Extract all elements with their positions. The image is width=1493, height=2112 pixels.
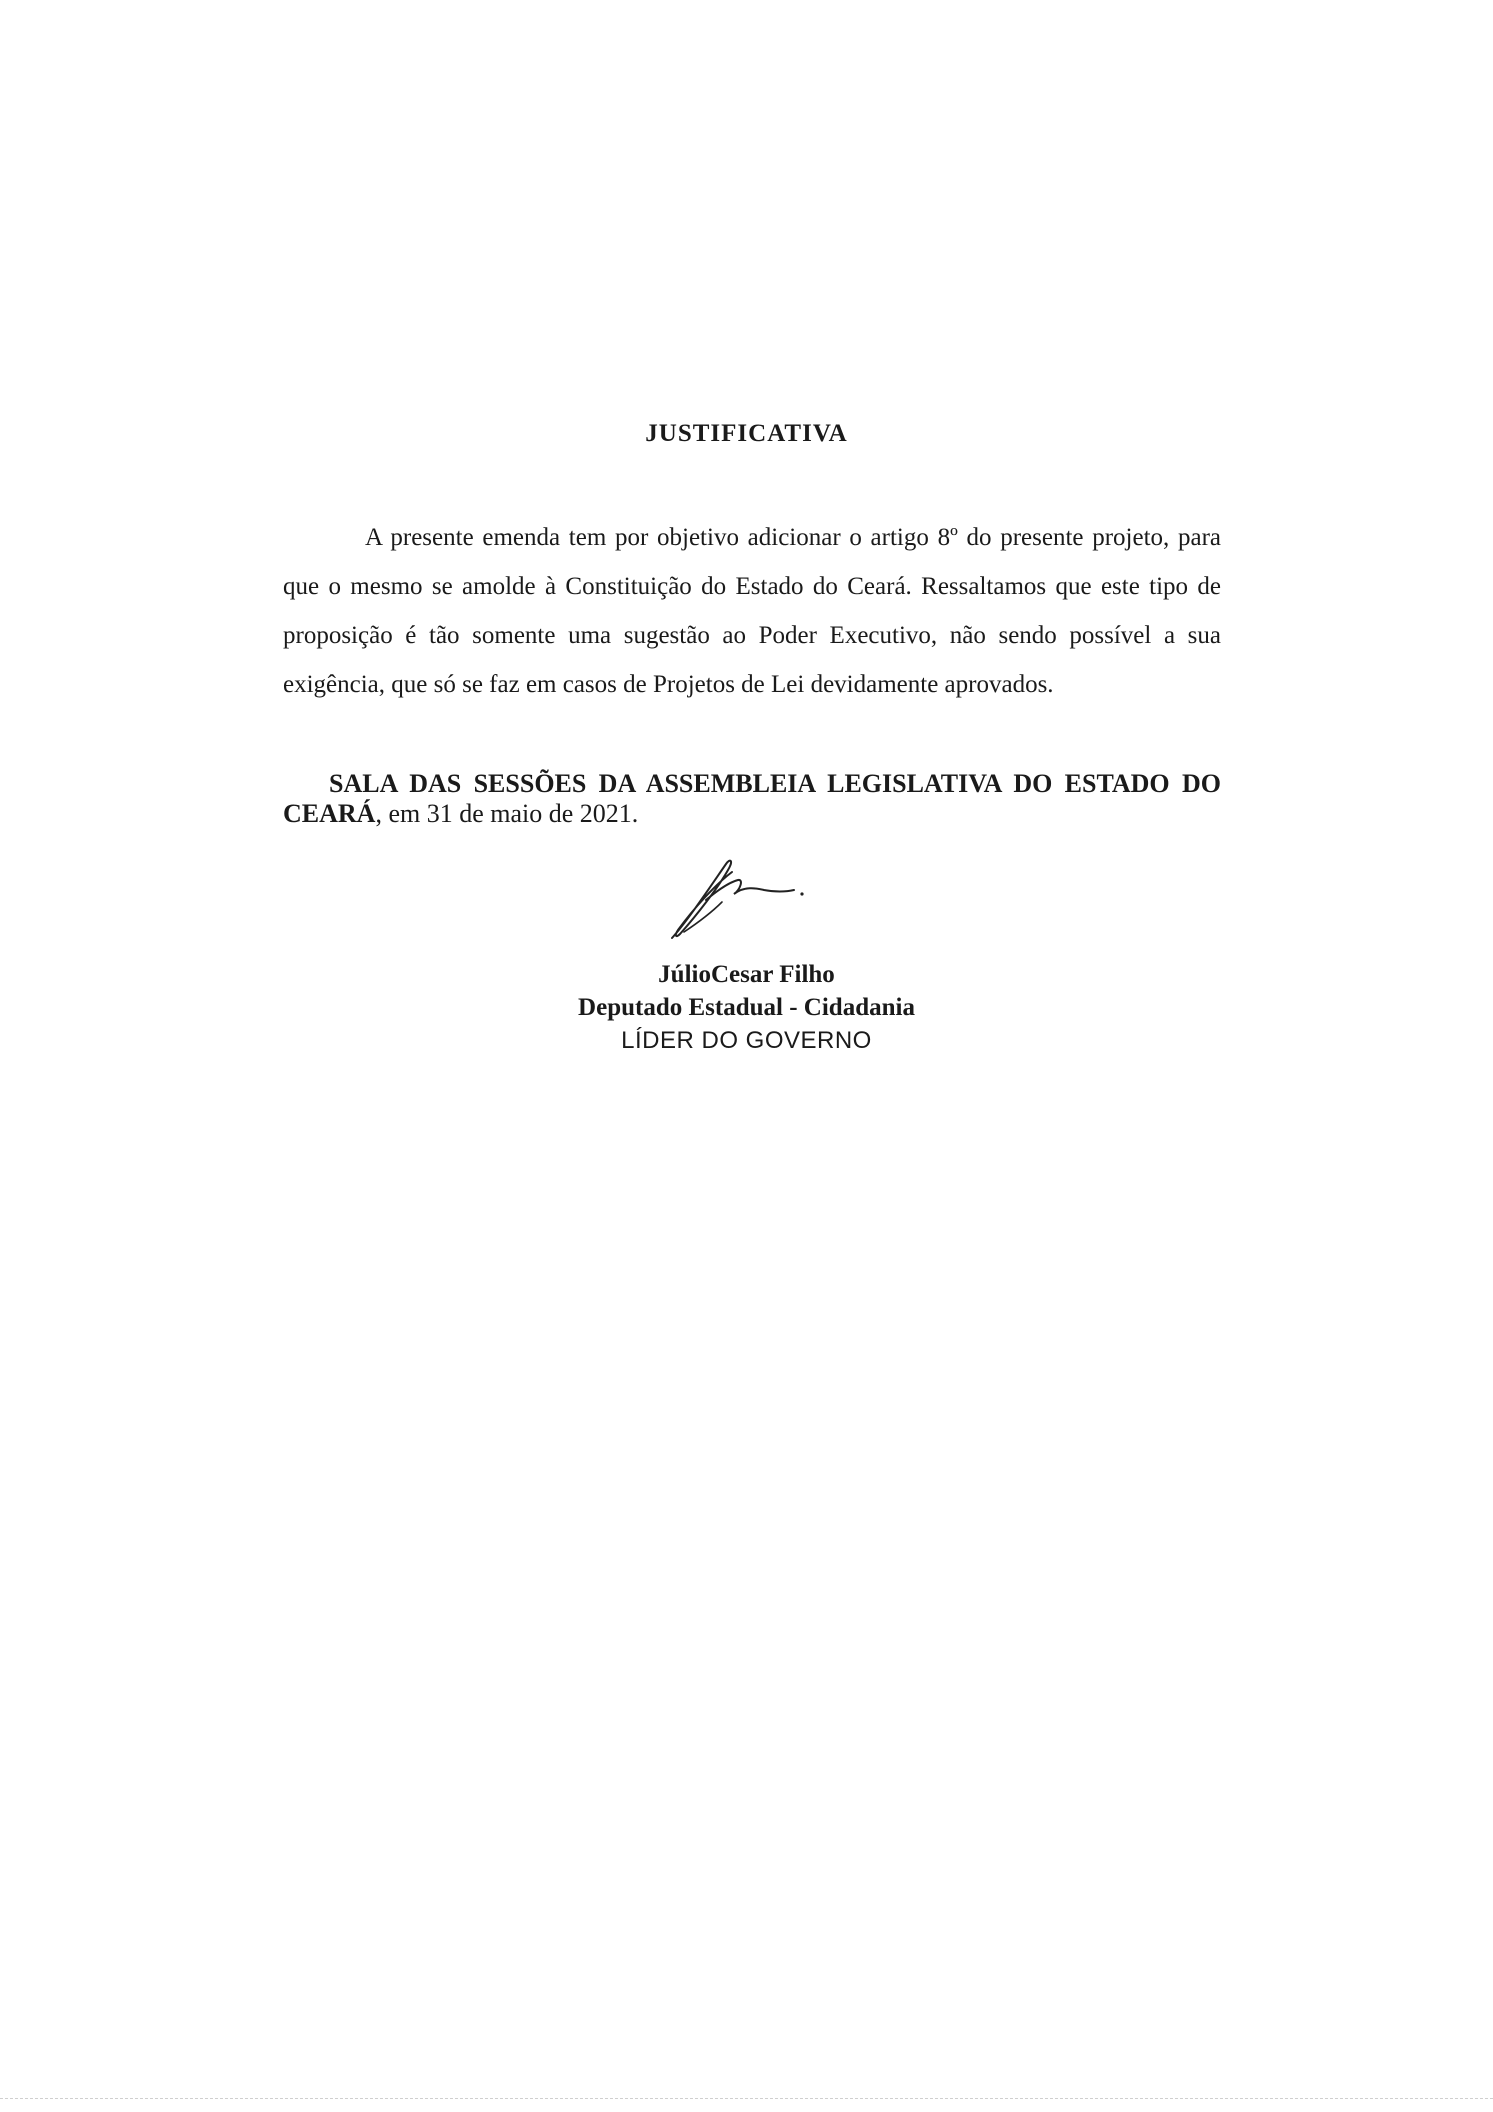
- handwritten-signature: [660, 850, 810, 950]
- signer-name: JúlioCesar Filho: [658, 961, 835, 988]
- closing-date: , em 31 de maio de 2021.: [375, 799, 639, 828]
- session-room-text: SALA DAS SESSÕES DA ASSEMBLEIA LEGISLATIVA DO ESTADO DO CEARÁ: [283, 769, 1221, 828]
- justification-paragraph: [283, 513, 1221, 709]
- signer-role: Deputado Estadual - Cidadania: [578, 994, 915, 1021]
- document-heading: JUSTIFICATIVA: [645, 420, 848, 447]
- signer-title: LÍDER DO GOVERNO: [621, 1027, 872, 1054]
- page-bottom-rule: [0, 2098, 1493, 2099]
- justification-text: A presente emenda tem por objetivo adicionar o artigo 8º do presente projeto, para que o mesmo se amolde à Constituição do Estado do Ceará. Ressaltamos que este tipo de proposição é tão somente uma sugestão ao Poder Executivo, não sendo possível a sua exigência, que só se faz em casos de Projetos de Lei devidamente aprovados.: [283, 524, 1221, 698]
- closing-statement: [283, 769, 1221, 829]
- signer-block: [0, 958, 1493, 1057]
